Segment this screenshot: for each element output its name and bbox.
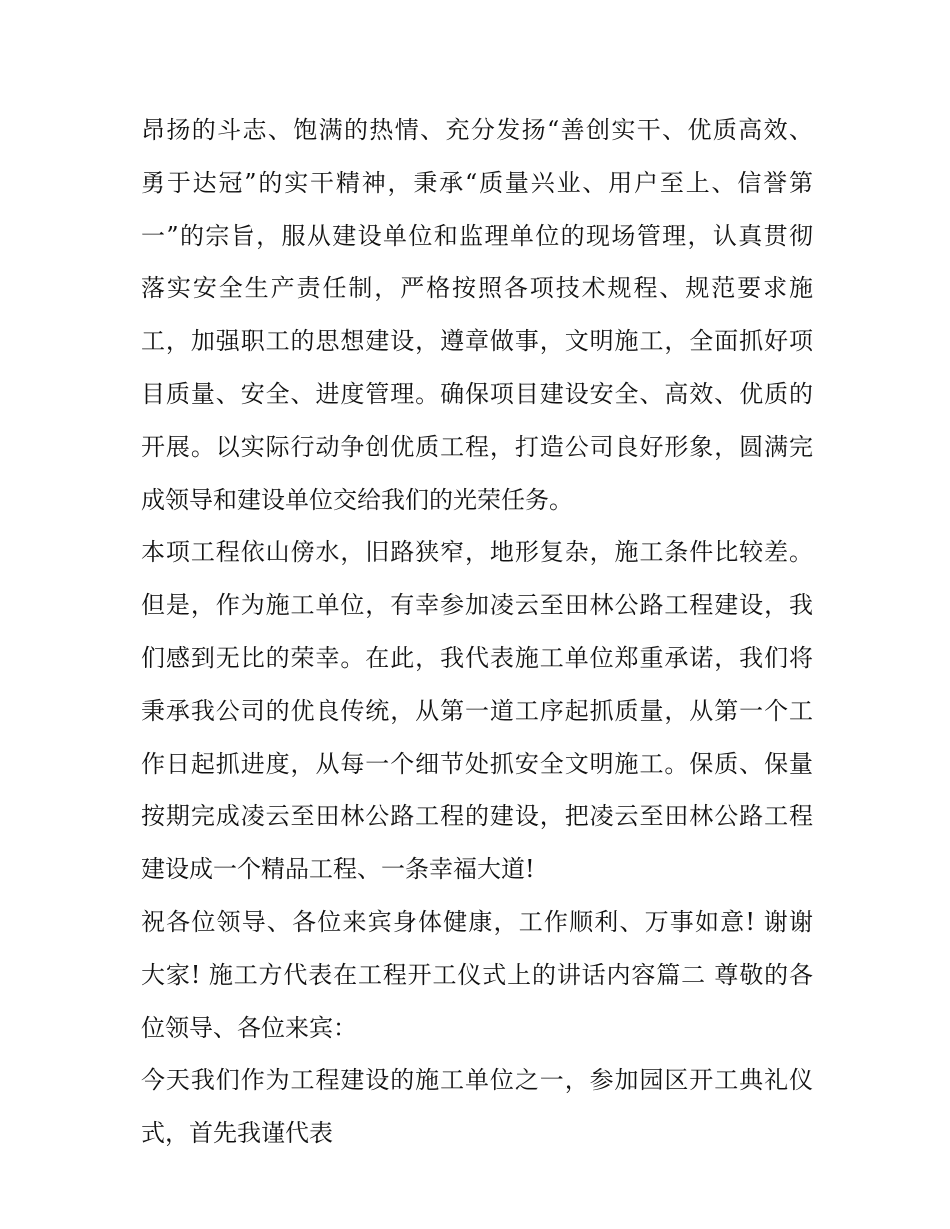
text-line: 工，加强职工的思想建设，遵章做事，文明施工，全面抓好项 [141,327,813,356]
text-line: 开展。以实际行动争创优质工程，打造公司良好形象，圆满完 [141,432,813,461]
text-line: 秉承我公司的优良传统，从第一道工序起抓质量，从第一个工 [141,696,813,725]
text-line: 昂扬的斗志、饱满的热情、充分发扬“善创实干、优质高效、 [141,116,813,144]
text-line: 式，首先我谨代表 [141,1119,333,1148]
document-body [141,104,813,1160]
text-line: 落实安全生产责任制，严格按照各项技术规程、规范要求施 [141,274,813,303]
text-line: 勇于达冠”的实干精神，秉承“质量兴业、用户至上、信誉第 [141,168,813,197]
text-line: 一”的宗旨，服从建设单位和监理单位的现场管理，认真贯彻 [141,221,813,250]
text-line: 成领导和建设单位交给我们的光荣任务。 [141,485,573,514]
text-line: 祝各位领导、各位来宾身体健康，工作顺利、万事如意! 谢谢 [141,907,813,936]
text-line: 但是，作为施工单位，有幸参加凌云至田林公路工程建设，我 [141,591,813,620]
text-line: 位领导、各位来宾： [141,1013,357,1042]
text-line: 目质量、安全、进度管理。确保项目建设安全、高效、优质的 [141,379,813,408]
text-line: 作日起抓进度，从每一个细节处抓安全文明施工。保质、保量 [141,749,813,778]
text-line: 大家! 施工方代表在工程开工仪式上的讲话内容篇二 尊敬的各 [141,960,813,989]
text-line: 本项工程依山傍水，旧路狭窄，地形复杂，施工条件比较差。 [141,538,813,567]
text-line: 建设成一个精品工程、一条幸福大道! [141,855,535,884]
text-line: 们感到无比的荣幸。在此，我代表施工单位郑重承诺，我们将 [141,643,813,672]
text-line: 按期完成凌云至田林公路工程的建设，把凌云至田林公路工程 [141,802,813,831]
text-line: 今天我们作为工程建设的施工单位之一，参加园区开工典礼仪 [141,1066,813,1095]
